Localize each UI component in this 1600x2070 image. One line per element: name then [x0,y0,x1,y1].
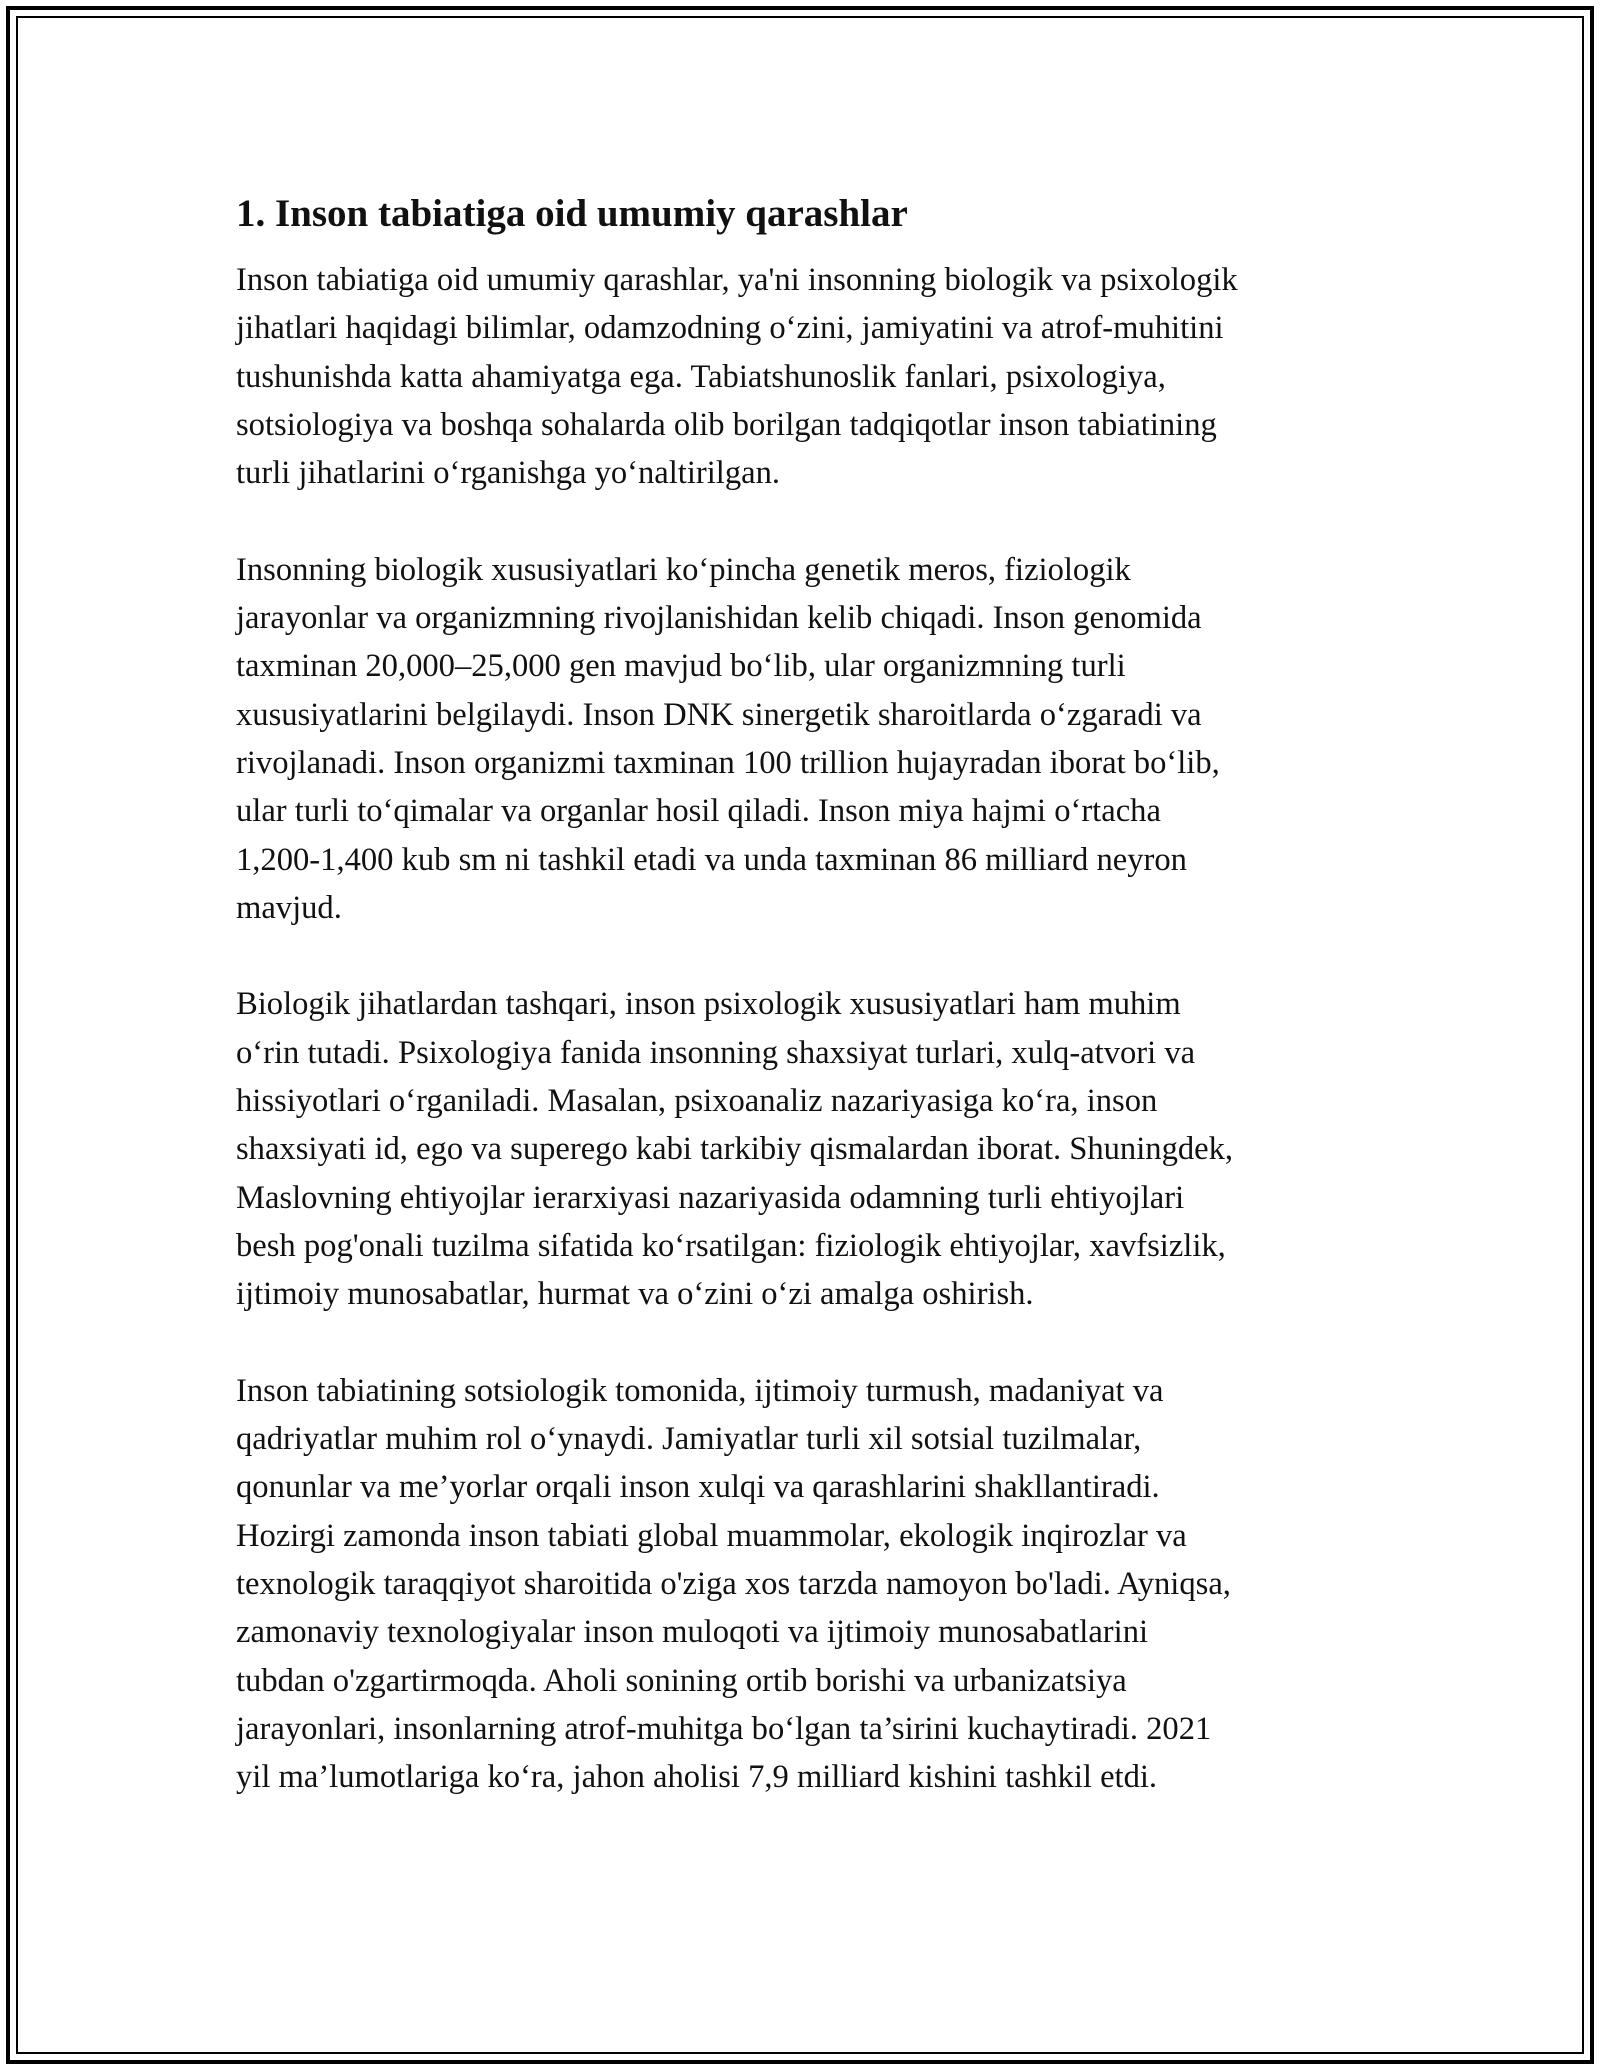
paragraph-line: Insonning biologik xususiyatlari ko‘pincha genetik meros, fiziologik [236,551,1131,588]
paragraph-4 [236,1367,1376,1802]
paragraph-line: tushunishda katta ahamiyatga ega. Tabiatshunoslik fanlari, psixologiya, [236,358,1166,395]
paragraph-line: taxminan 20,000–25,000 gen mavjud bo‘lib, ular organizmning turli [236,648,1126,685]
paragraph-line: texnologik taraqqiyot sharoitida o'ziga xos tarzda namoyon bo'ladi. Ayniqsa, [236,1566,1231,1603]
paragraph-line: jarayonlar va organizmning rivojlanishidan kelib chiqadi. Inson genomida [236,600,1202,637]
section-heading: 1. Inson tabiatiga oid umumiy qarashlar [236,192,908,235]
paragraph-line: Inson tabiatiga oid umumiy qarashlar, ya'ni insonning biologik va psixologik [236,262,1238,298]
paragraph-line: xususiyatlarini belgilaydi. Inson DNK sinergetik sharoitlarda o‘zgaradi va [236,696,1202,733]
paragraph-line: Biologik jihatlardan tashqari, inson psixologik xususiyatlari ham muhim [236,986,1181,1023]
document-body [236,186,1376,1802]
paragraph-line: Hozirgi zamonda inson tabiati global muammolar, ekologik inqirozlar va [236,1517,1187,1554]
paragraph-line: jihatlari haqidagi bilimlar, odamzodning o‘zini, jamiyatini va atrof-muhitini [236,310,1224,347]
paragraph-line: turli jihatlarini o‘rganishga yo‘naltirilgan. [236,455,781,492]
paragraph-line: yil ma’lumotlariga ko‘ra, jahon aholisi 7,9 milliard kishini tashkil etdi. [236,1759,1158,1796]
paragraph-line: hissiyotlari o‘rganiladi. Masalan, psixoanaliz nazariyasiga ko‘ra, inson [236,1083,1158,1120]
paragraph-line: rivojlanadi. Inson organizmi taxminan 100 trillion hujayradan iborat bo‘lib, [236,744,1220,781]
paragraph-line: sotsiologiya va boshqa sohalarda olib borilgan tadqiqotlar inson tabiatining [236,406,1217,443]
paragraph-line: zamonaviy texnologiyalar inson muloqoti va ijtimoiy munosabatlarini [236,1614,1149,1651]
paragraph-line: tubdan o'zgartirmoqda. Aholi sonining ortib borishi va urbanizatsiya [236,1662,1127,1699]
paragraph-line: ijtimoiy munosabatlar, hurmat va o‘zini o‘zi amalga oshirish. [236,1276,1034,1313]
paragraph-line: qadriyatlar muhim rol o‘ynaydi. Jamiyatlar turli xil sotsial tuzilmalar, [236,1421,1142,1458]
paragraph-line: Inson tabiatining sotsiologik tomonida, ijtimoiy turmush, madaniyat va [236,1372,1164,1409]
paragraph-line: ular turli to‘qimalar va organlar hosil qiladi. Inson miya hajmi o‘rtacha [236,793,1161,830]
paragraph-line: jarayonlari, insonlarning atrof-muhitga bo‘lgan ta’sirini kuchaytiradi. 2021 [236,1710,1212,1747]
paragraph-line: 1,200-1,400 kub sm ni tashkil etadi va unda taxminan 86 milliard neyron [236,841,1187,878]
paragraph-line: shaxsiyati id, ego va superego kabi tarkibiy qismalardan iborat. Shuningdek, [236,1131,1234,1168]
paragraph-line: mavjud. [236,889,342,926]
paragraph-line: besh pog'onali tuzilma sifatida ko‘rsatilgan: fiziologik ehtiyojlar, xavfsizlik, [236,1227,1226,1264]
paragraph-line: qonunlar va me’yorlar orqali inson xulqi va qarashlarini shakllantiradi. [236,1469,1160,1506]
paragraph-1 [236,256,1376,497]
paragraph-3 [236,980,1376,1318]
paragraph-2 [236,546,1376,932]
paragraph-line: Maslovning ehtiyojlar ierarxiyasi nazariyasida odamning turli ehtiyojlari [236,1179,1185,1216]
paragraph-line: o‘rin tutadi. Psixologiya fanida insonning shaxsiyat turlari, xulq-atvori va [236,1034,1196,1071]
paragraphs-container [236,256,1376,1802]
